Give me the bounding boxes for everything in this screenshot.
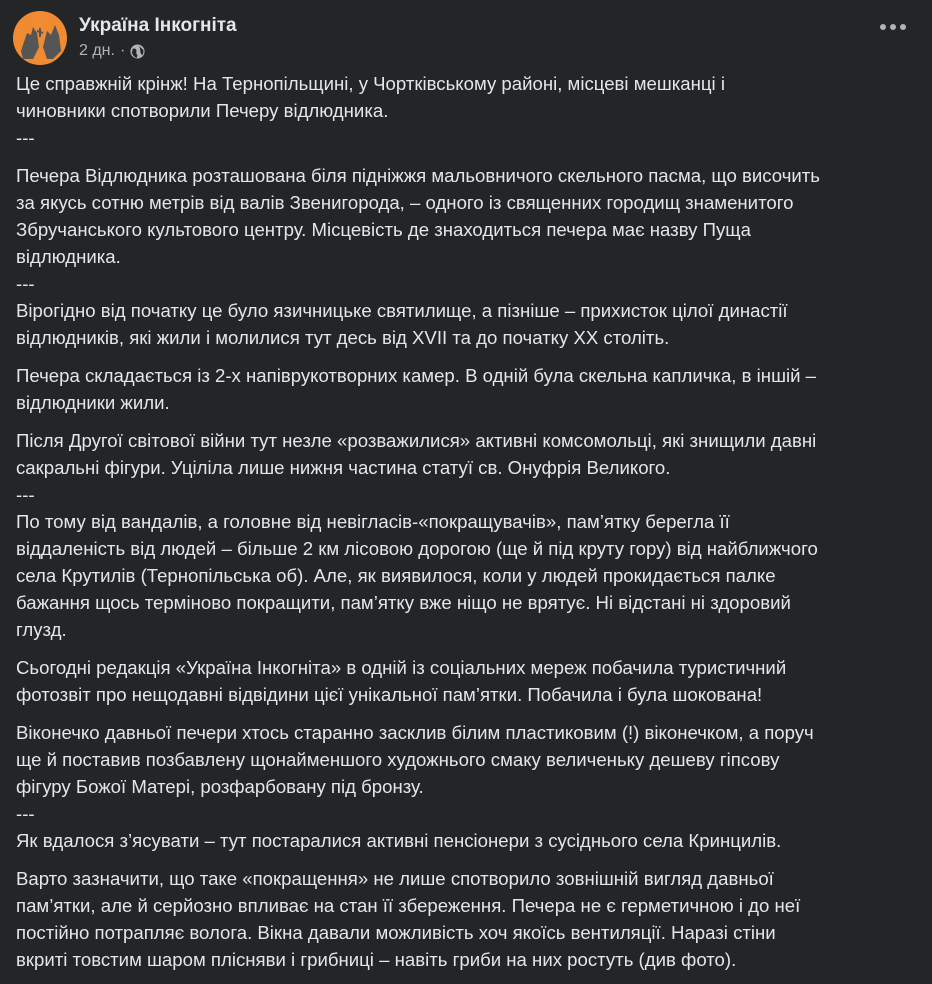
text-line: Сьогодні редакція «Україна Інкогніта» в одній із соціальних мереж побачила туристичний (16, 657, 787, 678)
text-line: Вірогідно від початку це було язичницьке святилище, а пізніше – прихисток цілої династії (16, 300, 788, 321)
post-paragraph (16, 362, 922, 416)
text-line: глузд. (16, 619, 67, 640)
post-paragraph (16, 427, 922, 643)
text-line: фігуру Божої Матері, розфарбовану під бронзу. (16, 776, 424, 797)
text-line: Печера Відлюдника розташована біля підніжжя мальовничого скельного пасма, що височить (16, 165, 820, 186)
dot (890, 24, 896, 30)
more-options-button[interactable] (880, 24, 906, 30)
text-line: Печера складається із 2-х напіврукотворних камер. В одній була скельна капличка, в іншій – (16, 365, 817, 386)
dot (900, 24, 906, 30)
separator: · (119, 42, 126, 59)
post-text (16, 70, 922, 984)
author-name[interactable]: Україна Інкогніта (79, 15, 237, 36)
dot (880, 24, 886, 30)
text-line: Як вдалося з’ясувати – тут постаралися активні пенсіонери з сусіднього села Кринцилів. (16, 830, 782, 851)
text-line: чиновники спотворили Печеру відлюдника. (16, 100, 389, 121)
text-line: бажання щось терміново покращити, пам’ятку вже ніщо не врятує. Ні відстані ні здоровий (16, 592, 791, 613)
divider-line: --- (16, 484, 35, 505)
post-paragraph (16, 70, 922, 151)
divider-line: --- (16, 273, 35, 294)
text-line: відлюдники жили. (16, 392, 170, 413)
post-header (13, 11, 237, 65)
logo-icon (13, 11, 67, 65)
text-line: По тому від вандалів, а головне від невігласів-«покращувачів», пам’ятку берегла її (16, 511, 730, 532)
globe-icon (130, 44, 145, 59)
text-line: пам’ятки, але й серйозно впливає на стан її збереження. Печера не є герметичною і до неї (16, 895, 801, 916)
text-line: вкриті товстим шаром плісняви і грибниці – навіть гриби на них ростуть (див фото). (16, 949, 737, 970)
text-line: сакральні фігури. Уціліла лише нижня частина статуї св. Онуфрія Великого. (16, 457, 671, 478)
text-line: села Крутилів (Тернопільська об). Але, як виявилося, коли у людей прокидається палке (16, 565, 776, 586)
text-line: віддаленість від людей – більше 2 км лісовою дорогою (ще й під круту гору) від найближчого (16, 538, 818, 559)
page-avatar[interactable] (13, 11, 67, 65)
text-line: Після Другої світової війни тут незле «розважилися» активні комсомольці, які знищили давні (16, 430, 817, 451)
post-paragraph (16, 719, 922, 854)
text-line: Збручанського культового центру. Місцевість де знаходиться печера має назву Пуща (16, 219, 751, 240)
divider-line: --- (16, 803, 35, 824)
text-line: постійно потрапляє волога. Вікна давали можливість хоч якоїсь вентиляції. Наразі стіни (16, 922, 776, 943)
divider-line: --- (16, 127, 35, 148)
post-paragraph (16, 865, 922, 973)
post-time[interactable]: 2 дн. (79, 42, 115, 59)
text-line: за якусь сотню метрів від валів Звенигорода, – одного із священних городищ знаменитого (16, 192, 794, 213)
text-line: відлюдника. (16, 246, 121, 267)
post-paragraph (16, 162, 922, 351)
text-line: Віконечко давньої печери хтось старанно засклив білим пластиковим (!) віконечком, а поруч (16, 722, 814, 743)
post-paragraph (16, 654, 922, 708)
text-line: Це справжній крінж! На Тернопільщині, у Чортківському районі, місцеві мешканці і (16, 73, 725, 94)
text-line: Варто зазначити, що таке «покращення» не лише спотворило зовнішній вигляд давньої (16, 868, 774, 889)
text-line: фотозвіт про нещодавні відвідини цієї унікальної пам’ятки. Побачила і була шокована! (16, 684, 763, 705)
text-line: відлюдників, які жили і молилися тут десь від XVII та до початку XX століть. (16, 327, 670, 348)
text-line: ще й поставив позбавлену щонайменшого художнього смаку величеньку дешеву гіпсову (16, 749, 780, 770)
